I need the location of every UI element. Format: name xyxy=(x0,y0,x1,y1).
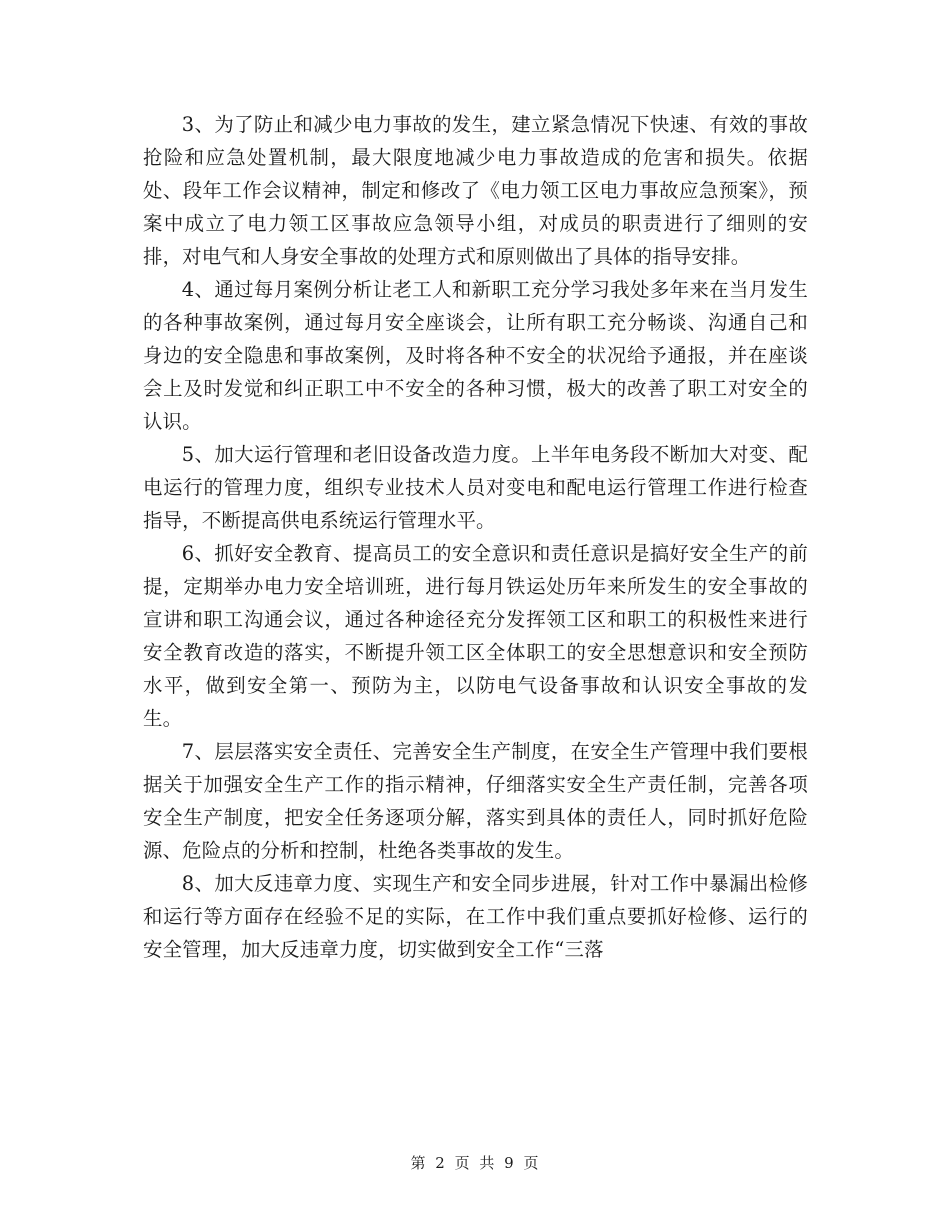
paragraph-item-8: 8、加大反违章力度、实现生产和安全同步进展，针对工作中暴漏出检修和运行等方面存在经验不足的实际，在工作中我们重点要抓好检修、运行的安全管理，加大反违章力度，切实做到安全工作“三落 xyxy=(143,872,808,961)
paragraph-item-7: 7、层层落实安全责任、完善安全生产制度，在安全生产管理中我们要根据关于加强安全生产工作的指示精神，仔细落实安全生产责任制，完善各项安全生产制度，把安全任务逐项分解，落实到具体的责任人，同时抓好危险源、危险点的分析和控制，杜绝各类事故的发生。 xyxy=(143,740,808,862)
paragraph-item-6: 6、抓好安全教育、提高员工的安全意识和责任意识是搞好安全生产的前提，定期举办电力安全培训班，进行每月铁运处历年来所发生的安全事故的宣讲和职工沟通会议，通过各种途径充分发挥领工区和职工的积极性来进行安全教育改造的落实，不断提升领工区全体职工的安全思想意识和安全预防水平，做到安全第一、预防为主，以防电气设备事故和认识安全事故的发生。 xyxy=(143,542,808,730)
page-number-footer: 第 2 页 共 9 页 xyxy=(410,1154,540,1172)
document-body xyxy=(143,108,808,966)
paragraph-item-4: 4、通过每月案例分析让老工人和新职工充分学习我处多年来在当月发生的各种事故案例，通过每月安全座谈会，让所有职工充分畅谈、沟通自己和身边的安全隐患和事故案例，及时将各种不安全的状况给予通报，并在座谈会上及时发觉和纠正职工中不安全的各种习惯，极大的改善了职工对安全的认识。 xyxy=(143,278,808,433)
paragraph-item-3: 3、为了防止和减少电力事故的发生，建立紧急情况下快速、有效的事故抢险和应急处置机制，最大限度地减少电力事故造成的危害和损失。依据处、段年工作会议精神，制定和修改了《电力领工区电力事故应急预案》，预案中成立了电力领工区事故应急领导小组，对成员的职责进行了细则的安排，对电气和人身安全事故的处理方式和原则做出了具体的指导安排。 xyxy=(143,113,808,268)
paragraph-item-5: 5、加大运行管理和老旧设备改造力度。上半年电务段不断加大对变、配电运行的管理力度，组织专业技术人员对变电和配电运行管理工作进行检查指导，不断提高供电系统运行管理水平。 xyxy=(143,443,808,532)
